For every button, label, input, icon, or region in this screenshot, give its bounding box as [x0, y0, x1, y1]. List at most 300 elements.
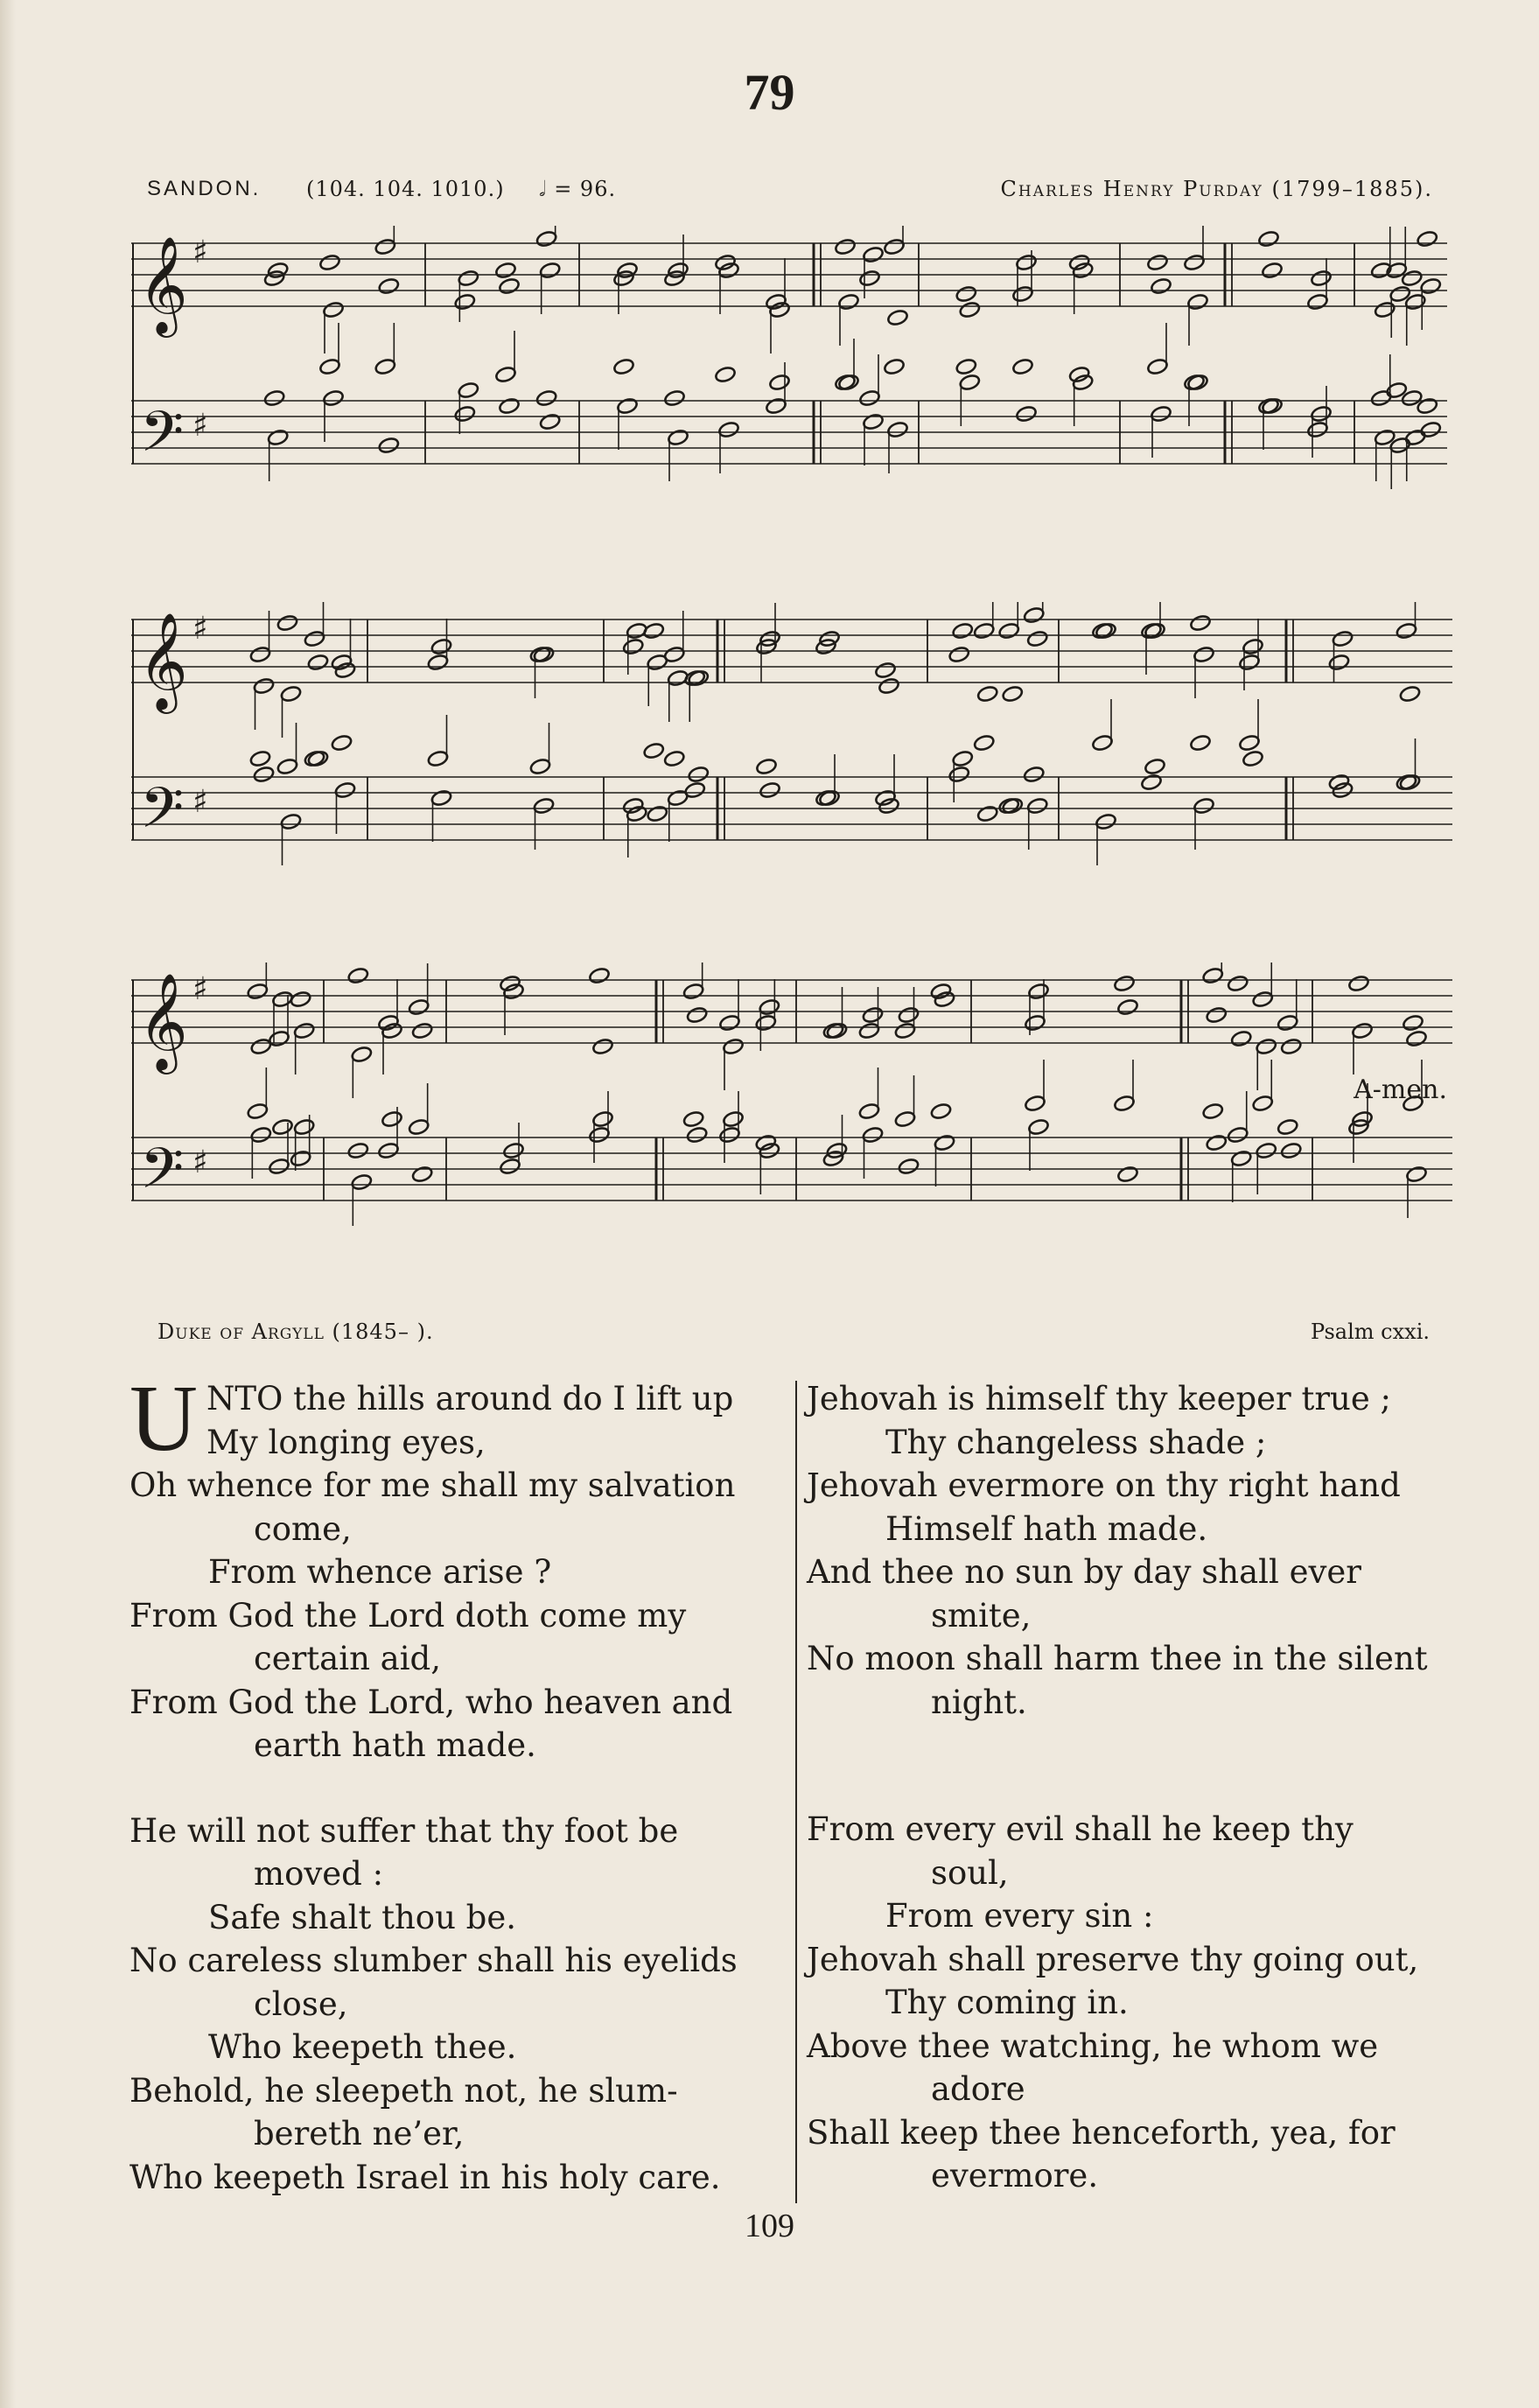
stanza-4: [807, 1808, 1461, 2198]
note-head: [1015, 254, 1037, 272]
note-head: [1186, 293, 1208, 312]
verses-right-column: [807, 1377, 1461, 2240]
verse-line: Jehovah shall preserve thy going out,: [807, 1940, 1419, 1978]
note-head: [768, 374, 790, 392]
attribution-row: [157, 1320, 1430, 1351]
note-head: [322, 389, 344, 408]
note-head: [1404, 429, 1426, 447]
note-head: [874, 789, 896, 808]
note-head: [535, 389, 557, 408]
note-head: [998, 622, 1020, 640]
stanza-2: [129, 1810, 784, 2200]
verse-line: Who keepeth Israel in his holy care.: [129, 2158, 721, 2196]
note-head: [930, 1102, 952, 1121]
note-head: [1186, 374, 1208, 392]
bass-clef-icon: 𝄢: [140, 400, 185, 479]
note-head: [1420, 421, 1442, 439]
note-head: [952, 622, 974, 640]
note-head: [622, 638, 644, 656]
verse-line: Oh whence for me shall my salvation: [129, 1466, 736, 1504]
note-head: [502, 1142, 524, 1160]
verse-line: come,: [254, 1509, 352, 1548]
note-head: [858, 1022, 880, 1040]
note-head: [1227, 975, 1249, 993]
verse-line: soul,: [931, 1853, 1009, 1892]
note-head: [755, 638, 777, 656]
note-head: [822, 1150, 844, 1168]
note-head: [334, 662, 356, 680]
note-head: [1146, 254, 1168, 272]
music-system-2: [131, 602, 1452, 873]
page-edge-shadow: [0, 0, 16, 2408]
note-head: [1189, 614, 1211, 633]
note-head: [612, 270, 634, 288]
note-head: [874, 662, 896, 680]
note-head: [533, 646, 555, 664]
note-head: [688, 669, 710, 688]
note-head: [878, 677, 899, 696]
verse-line: smite,: [931, 1596, 1032, 1634]
note-head: [1347, 975, 1369, 993]
note-head: [1280, 1142, 1302, 1160]
note-head: [276, 758, 298, 776]
treble-clef-icon: 𝄞: [138, 235, 188, 333]
note-head: [1023, 606, 1045, 625]
note-head: [267, 429, 289, 447]
note-head: [1396, 622, 1417, 640]
verse-line: He will not suffer that thy foot be: [129, 1811, 679, 1850]
note-head: [667, 262, 689, 280]
note-head: [976, 805, 998, 823]
note-head: [378, 437, 400, 455]
stanza-1: [129, 1377, 784, 1768]
note-head: [862, 1126, 884, 1144]
amen-label: A-men.: [1354, 1074, 1447, 1105]
note-head: [768, 301, 790, 319]
verses-left-column: [129, 1377, 784, 2241]
note-head: [268, 1158, 290, 1176]
note-head: [1306, 293, 1328, 312]
note-head: [1002, 797, 1024, 816]
note-head: [458, 270, 479, 288]
note-head: [688, 766, 710, 784]
note-head: [1227, 1126, 1249, 1144]
note-head: [351, 1173, 373, 1192]
staff-svg: [131, 602, 1452, 873]
note-head: [381, 1110, 402, 1129]
note-head: [502, 983, 524, 1001]
note-head: [930, 983, 952, 1001]
note-head: [1144, 758, 1165, 776]
note-head: [1144, 622, 1165, 640]
note-head: [304, 630, 325, 648]
note-head: [722, 1038, 744, 1056]
note-head: [955, 358, 977, 376]
note-head: [1206, 1134, 1228, 1152]
note-head: [408, 998, 430, 1017]
note-head: [1072, 262, 1094, 280]
note-head: [494, 366, 516, 384]
note-head: [717, 262, 739, 280]
note-head: [334, 781, 356, 800]
note-head: [759, 998, 780, 1017]
note-head: [1399, 774, 1421, 792]
tune-meter: (104. 104. 1010.): [306, 177, 505, 201]
note-head: [682, 983, 704, 1001]
note-head: [458, 382, 479, 400]
note-head: [1027, 1118, 1049, 1137]
note-head: [1113, 1095, 1135, 1113]
note-head: [1095, 813, 1116, 831]
note-head: [347, 967, 369, 985]
note-head: [351, 1046, 373, 1064]
note-head: [826, 1022, 848, 1040]
note-head: [1024, 1014, 1046, 1032]
note-head: [494, 262, 516, 280]
note-head: [498, 277, 520, 296]
note-head: [973, 734, 995, 752]
note-head: [616, 262, 638, 280]
note-head: [591, 1110, 613, 1129]
note-head: [837, 374, 859, 392]
note-head: [722, 1110, 744, 1129]
author-credit: Duke of Argyll (1845– ).: [157, 1320, 434, 1344]
note-head: [667, 429, 689, 447]
note-head: [290, 1150, 311, 1168]
tempo-marking: 𝅗𝅥 = 96.: [539, 177, 617, 201]
note-head: [1024, 1095, 1046, 1113]
note-head: [1257, 230, 1279, 248]
note-head: [1399, 685, 1421, 704]
composer-credit: Charles Henry Purday (1799–1885).: [1000, 177, 1433, 201]
note-head: [374, 358, 396, 376]
note-head: [411, 1166, 433, 1184]
note-head: [253, 766, 275, 784]
note-head: [1332, 781, 1354, 800]
tune-header: [147, 177, 1433, 212]
note-head: [280, 685, 302, 704]
note-head: [1193, 797, 1214, 816]
note-head: [1011, 358, 1033, 376]
verse-line: From God the Lord doth come my: [129, 1596, 687, 1634]
note-head: [1202, 1102, 1224, 1121]
verse-line: Jehovah is himself thy keeper true ;: [807, 1380, 1392, 1418]
note-head: [318, 254, 340, 272]
note-head: [267, 262, 289, 280]
note-head: [1015, 405, 1037, 424]
sharp-icon: ♯: [192, 971, 208, 1007]
note-head: [894, 1110, 916, 1129]
bass-clef-icon: 𝄢: [140, 776, 185, 855]
note-head: [1306, 421, 1328, 439]
note-head: [759, 1142, 780, 1160]
note-head: [498, 397, 520, 416]
sharp-icon: ♯: [192, 1144, 208, 1180]
note-head: [622, 797, 644, 816]
verse-line: adore: [931, 2070, 1025, 2108]
note-head: [612, 358, 634, 376]
note-head: [1193, 646, 1214, 664]
verse-line: And thee no sun by day shall ever: [807, 1553, 1361, 1591]
verse-line: bereth ne’er,: [254, 2115, 465, 2152]
note-head: [1202, 967, 1224, 985]
note-head: [886, 309, 908, 327]
verse-line: Above thee watching, he whom we: [807, 2026, 1379, 2065]
note-head: [955, 285, 977, 304]
verse-line: Jehovah evermore on thy right hand: [807, 1466, 1401, 1504]
note-head: [533, 797, 555, 816]
note-head: [1405, 1030, 1427, 1048]
note-head: [1068, 366, 1090, 384]
note-head: [591, 1038, 613, 1056]
note-head: [818, 630, 840, 648]
note-head: [1091, 734, 1113, 752]
note-head: [377, 1014, 399, 1032]
note-head: [1374, 301, 1396, 319]
note-head: [1370, 389, 1392, 408]
verse-line: From God the Lord, who heaven and: [129, 1683, 733, 1721]
note-head: [1242, 750, 1263, 768]
verse-line: No moon shall harm thee in the silent: [807, 1640, 1428, 1677]
note-head: [1027, 983, 1049, 1001]
note-head: [959, 374, 981, 392]
note-head: [894, 1022, 916, 1040]
note-head: [374, 238, 396, 256]
note-head: [948, 766, 970, 784]
note-head: [1238, 654, 1260, 672]
verse-line: Thy coming in.: [885, 1984, 1129, 2021]
note-head: [686, 1126, 708, 1144]
note-head: [837, 293, 859, 312]
verse-line: Behold, he sleepeth not, he slum-: [129, 2071, 678, 2110]
note-head: [293, 1118, 315, 1137]
note-head: [1351, 1110, 1373, 1129]
note-head: [663, 389, 685, 408]
note-head: [1256, 1142, 1277, 1160]
note-head: [1261, 397, 1283, 416]
note-head: [1347, 1118, 1369, 1137]
note-head: [1113, 975, 1135, 993]
note-head: [454, 293, 476, 312]
note-head: [643, 742, 665, 760]
note-head: [663, 646, 685, 664]
note-head: [818, 789, 840, 808]
note-head: [759, 630, 780, 648]
note-head: [1261, 262, 1283, 280]
note-head: [276, 614, 298, 633]
note-head: [1150, 405, 1172, 424]
note-head: [411, 1022, 433, 1040]
note-head: [249, 750, 271, 768]
note-head: [249, 646, 271, 664]
verse-line: moved :: [254, 1855, 384, 1893]
note-head: [318, 358, 340, 376]
note-head: [1277, 1014, 1298, 1032]
verse-line: From whence arise ?: [208, 1553, 552, 1591]
note-head: [1011, 285, 1033, 304]
note-head: [1280, 1038, 1302, 1056]
note-head: [1072, 374, 1094, 392]
tune-name: SANDON.: [147, 177, 262, 200]
note-head: [263, 270, 285, 288]
note-head: [759, 781, 780, 800]
note-head: [347, 1142, 369, 1160]
page-number: 109: [745, 2208, 794, 2244]
note-head: [1116, 998, 1138, 1017]
verse-line: certain aid,: [254, 1640, 441, 1677]
note-head: [1189, 734, 1211, 752]
music-system-1: [131, 226, 1447, 497]
note-head: [686, 1006, 708, 1025]
hymn-number: 79: [744, 64, 795, 121]
note-head: [1332, 630, 1354, 648]
note-head: [271, 990, 293, 1009]
note-head: [307, 750, 329, 768]
note-head: [427, 654, 449, 672]
note-head: [1328, 774, 1350, 792]
note-head: [883, 238, 905, 256]
note-head: [858, 270, 880, 288]
note-head: [684, 781, 706, 800]
note-head: [331, 654, 353, 672]
note-head: [1023, 766, 1045, 784]
music-system-3: [131, 962, 1452, 1234]
note-head: [1026, 630, 1048, 648]
note-head: [862, 246, 884, 264]
note-head: [1310, 270, 1332, 288]
note-head: [815, 638, 836, 656]
note-head: [539, 413, 561, 431]
note-head: [948, 646, 970, 664]
note-head: [499, 1158, 521, 1176]
note-head: [1230, 1030, 1252, 1048]
note-head: [322, 301, 344, 319]
note-head: [714, 254, 736, 272]
note-head: [1150, 277, 1172, 296]
note-head: [973, 622, 995, 640]
note-head: [878, 797, 899, 816]
verse-line: Safe shalt thou be.: [208, 1898, 517, 1936]
note-head: [290, 990, 311, 1009]
note-head: [247, 1102, 269, 1121]
note-head: [280, 813, 302, 831]
sharp-icon: ♯: [192, 611, 208, 647]
psalm-reference: Psalm cxxi.: [1310, 1320, 1430, 1344]
note-head: [1405, 1166, 1427, 1184]
note-head: [427, 750, 449, 768]
drop-cap: U: [129, 1377, 198, 1464]
note-head: [862, 413, 884, 431]
note-head: [250, 1126, 272, 1144]
note-head: [268, 1030, 290, 1048]
note-head: [765, 397, 787, 416]
staff-svg: [131, 962, 1452, 1234]
note-head: [1242, 638, 1263, 656]
note-head: [934, 990, 955, 1009]
note-head: [1402, 1014, 1424, 1032]
note-head: [293, 1022, 315, 1040]
note-head: [1140, 774, 1162, 792]
verse-line: Himself hath made.: [885, 1509, 1208, 1548]
note-head: [643, 622, 665, 640]
note-head: [247, 983, 269, 1001]
note-head: [663, 270, 685, 288]
note-head: [898, 1006, 920, 1025]
note-head: [717, 421, 739, 439]
note-head: [1068, 254, 1090, 272]
note-head: [253, 677, 275, 696]
note-head: [1095, 622, 1116, 640]
note-head: [826, 1142, 848, 1160]
note-head: [765, 293, 787, 312]
note-head: [952, 750, 974, 768]
note-head: [1146, 358, 1168, 376]
treble-clef-icon: 𝄞: [138, 612, 188, 710]
note-head: [1116, 1166, 1138, 1184]
note-head: [1238, 734, 1260, 752]
verse-line: From every sin :: [885, 1897, 1154, 1935]
note-head: [755, 1014, 777, 1032]
note-head: [886, 421, 908, 439]
column-divider: [795, 1381, 797, 2203]
staff-svg: [131, 226, 1447, 497]
note-head: [535, 230, 557, 248]
note-head: [714, 366, 736, 384]
note-head: [959, 301, 981, 319]
note-head: [588, 967, 610, 985]
note-head: [408, 1118, 430, 1137]
bass-clef-icon: 𝄢: [140, 1137, 185, 1215]
note-head: [1310, 405, 1332, 424]
note-head: [1351, 1022, 1373, 1040]
note-head: [263, 389, 285, 408]
note-head: [1252, 1095, 1274, 1113]
sharp-icon: ♯: [192, 234, 208, 270]
note-head: [430, 789, 452, 808]
note-head: [755, 758, 777, 776]
note-head: [858, 389, 880, 408]
note-head: [934, 1134, 955, 1152]
note-head: [1420, 277, 1442, 296]
verse-line: Thy changeless shade ;: [885, 1423, 1267, 1461]
note-head: [616, 397, 638, 416]
verse-line: NTO the hills around do I lift up: [206, 1380, 734, 1418]
verse-line: evermore.: [931, 2157, 1099, 2194]
note-head: [377, 1142, 399, 1160]
note-head: [718, 1126, 740, 1144]
note-head: [307, 654, 329, 672]
verse-line: My longing eyes,: [206, 1423, 486, 1461]
note-head: [834, 238, 856, 256]
note-head: [499, 975, 521, 993]
note-head: [1256, 1038, 1277, 1056]
note-head: [862, 1006, 884, 1025]
note-head: [588, 1126, 610, 1144]
note-head: [539, 262, 561, 280]
note-head: [1277, 1118, 1298, 1137]
note-head: [1183, 254, 1205, 272]
note-head: [430, 638, 452, 656]
note-head: [858, 1102, 880, 1121]
note-head: [718, 1014, 740, 1032]
note-head: [1328, 654, 1350, 672]
note-head: [1252, 990, 1274, 1009]
verse-line: Who keepeth thee.: [208, 2028, 517, 2066]
sharp-icon: ♯: [192, 784, 208, 820]
verse-line: No careless slumber shall his eyelids: [129, 1942, 738, 1979]
note-head: [1417, 230, 1438, 248]
note-head: [331, 734, 353, 752]
